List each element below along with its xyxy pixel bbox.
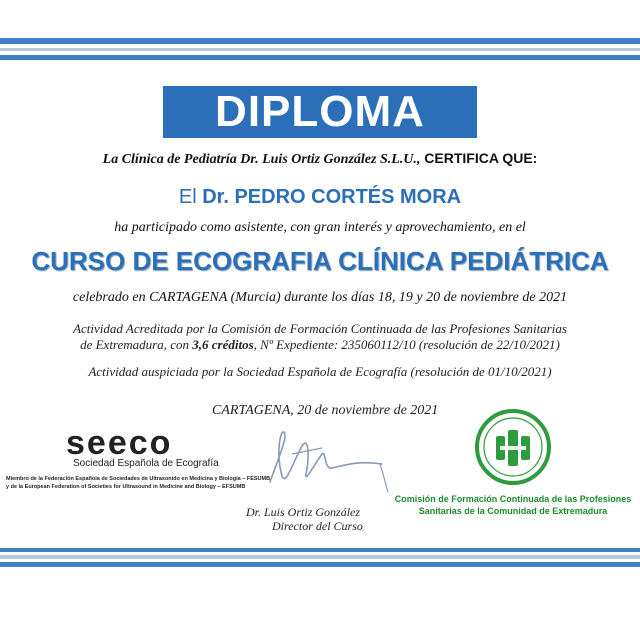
bottom-stripe-inner <box>0 562 640 567</box>
director-role: Director del Curso <box>272 519 363 533</box>
accreditation-line-1: Actividad Acreditada por la Comisión de Formación Continuada de las Profesiones Sanitarias <box>73 321 567 336</box>
certify-phrase: CERTIFICA QUE: <box>420 150 538 166</box>
top-stripe-middle <box>0 48 640 51</box>
seeco-logo: seeco <box>66 424 173 462</box>
accreditation-line-2 <box>0 337 640 353</box>
director-name: Dr. Luis Ortiz González <box>246 505 361 519</box>
director-signature <box>262 424 392 494</box>
bottom-stripe-outer <box>0 548 640 552</box>
seeco-member-line-2: y de la European Federation of Societies for Ultrasound in Medicine and Biology – EFSUMB <box>6 484 246 490</box>
seeco-member-line-1: Miembro de la Federación Española de Sociedades de Ultrasonido en Medicina y Biología – FESUMB <box>6 476 271 482</box>
place-date: CARTAGENA, 20 de noviembre de 2021 <box>212 403 439 418</box>
recipient-prefix: El <box>178 186 203 208</box>
diploma-title: DIPLOMA <box>163 86 477 138</box>
celebrated-text: celebrado en CARTAGENA (Murcia) durante los días 18, 19 y 20 de noviembre de 2021 <box>72 290 568 305</box>
certify-line <box>0 150 640 168</box>
course-title: CURSO DE ECOGRAFIA CLÍNICA PEDIÁTRICA <box>31 246 609 276</box>
credits-value: 3,6 créditos <box>192 337 254 352</box>
seeco-subtitle: Sociedad Española de Ecografía <box>73 458 219 469</box>
accreditation-line-2-end: , Nº Expediente: 235060112/10 (resolución de 22/10/2021) <box>253 337 560 352</box>
top-stripe-inner <box>0 55 640 60</box>
top-stripe-outer <box>0 38 640 44</box>
recipient-name: Dr. PEDRO CORTÉS MORA <box>202 186 462 208</box>
recipient-line <box>0 186 640 209</box>
participation-text: ha participado como asistente, con gran interés y aprovechamiento, en el <box>114 220 526 235</box>
issuer-text: La Clínica de Pediatría Dr. Luis Ortiz González S.L.U., <box>102 152 421 167</box>
commission-line-1: Comisión de Formación Continuada de las Profesiones <box>394 494 632 504</box>
commission-line-2: Sanitarias de la Comunidad de Extremadura <box>418 506 608 516</box>
bottom-stripe-middle <box>0 555 640 559</box>
accreditation-line-2-start: de Extremadura, con <box>80 337 193 352</box>
commission-seal-icon <box>474 408 552 486</box>
sponsor-text: Actividad auspiciada por la Sociedad Española de Ecografía (resolución de 01/10/2021) <box>88 364 552 379</box>
